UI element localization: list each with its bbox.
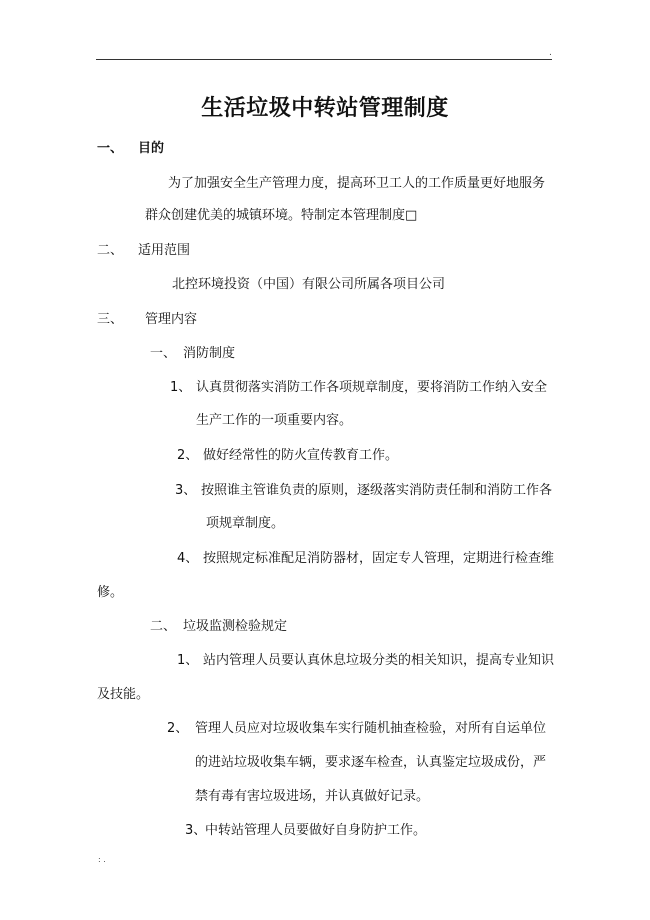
- section-3-heading: 管理内容: [145, 312, 198, 327]
- monitor-item-1-line-1: 站内管理人员要认真休息垃圾分类的相关知识，提高专业知识: [203, 653, 555, 668]
- fire-item-1-line-2: 生产工作的一项重要内容。: [196, 413, 353, 428]
- monitor-item-2-number: 2、: [167, 721, 189, 736]
- header-rule: [96, 59, 552, 60]
- fire-item-4-number: 4、: [177, 551, 199, 566]
- footer-mark: : .: [98, 855, 106, 864]
- fire-item-3-number: 3、: [175, 483, 197, 498]
- fire-item-2-number: 2、: [177, 448, 199, 463]
- section-1-line-2: 群众创建优美的城镇环境。特制定本管理制度□: [145, 208, 418, 223]
- fire-item-1-line-1: 认真贯彻落实消防工作各项规章制度，要将消防工作纳入安全: [196, 380, 548, 395]
- monitor-item-1-number: 1、: [177, 653, 199, 668]
- sub-1-heading: 消防制度: [183, 346, 236, 361]
- fire-item-3-line-1: 按照谁主管谁负责的原则，逐级落实消防责任制和消防工作各: [201, 483, 553, 498]
- section-1-heading: 目的: [138, 141, 165, 156]
- monitor-item-3-line-1: 中转站管理人员要做好自身防护工作。: [205, 823, 427, 838]
- fire-item-1-number: 1、: [170, 380, 192, 395]
- sub-1-number: 一、: [150, 346, 177, 361]
- sub-2-heading: 垃圾监测检验规定: [183, 619, 288, 634]
- sub-2-number: 二、: [150, 619, 177, 634]
- section-3-number: 三、: [97, 312, 124, 327]
- document-title: 生活垃圾中转站管理制度: [201, 96, 449, 121]
- header-mark: .: [549, 48, 552, 58]
- monitor-item-2-line-3: 禁有毒有害垃圾进场，并认真做好记录。: [195, 789, 430, 804]
- monitor-item-1-line-2: 及技能。: [97, 687, 150, 702]
- fire-item-3-line-2: 项规章制度。: [206, 516, 285, 531]
- section-1-number: 一、: [97, 141, 124, 156]
- monitor-item-2-line-2: 的进站垃圾收集车辆，要求逐车检查，认真鉴定垃圾成份，严: [195, 755, 547, 770]
- section-2-body: 北控环境投资（中国）有限公司所属各项目公司: [172, 277, 446, 292]
- fire-item-4-line-2: 修。: [97, 585, 124, 600]
- monitor-item-3-number: 3、: [185, 823, 207, 838]
- fire-item-2-line-1: 做好经常性的防火宣传教育工作。: [203, 448, 399, 463]
- section-2-number: 二、: [97, 243, 124, 258]
- monitor-item-2-line-1: 管理人员应对垃圾收集车实行随机抽查检验，对所有自运单位: [195, 721, 547, 736]
- section-1-line-1: 为了加强安全生产管理力度，提高环卫工人的工作质量更好地服务: [168, 176, 546, 191]
- section-2-heading: 适用范围: [138, 243, 191, 258]
- fire-item-4-line-1: 按照规定标准配足消防器材，固定专人管理，定期进行检查维: [203, 551, 555, 566]
